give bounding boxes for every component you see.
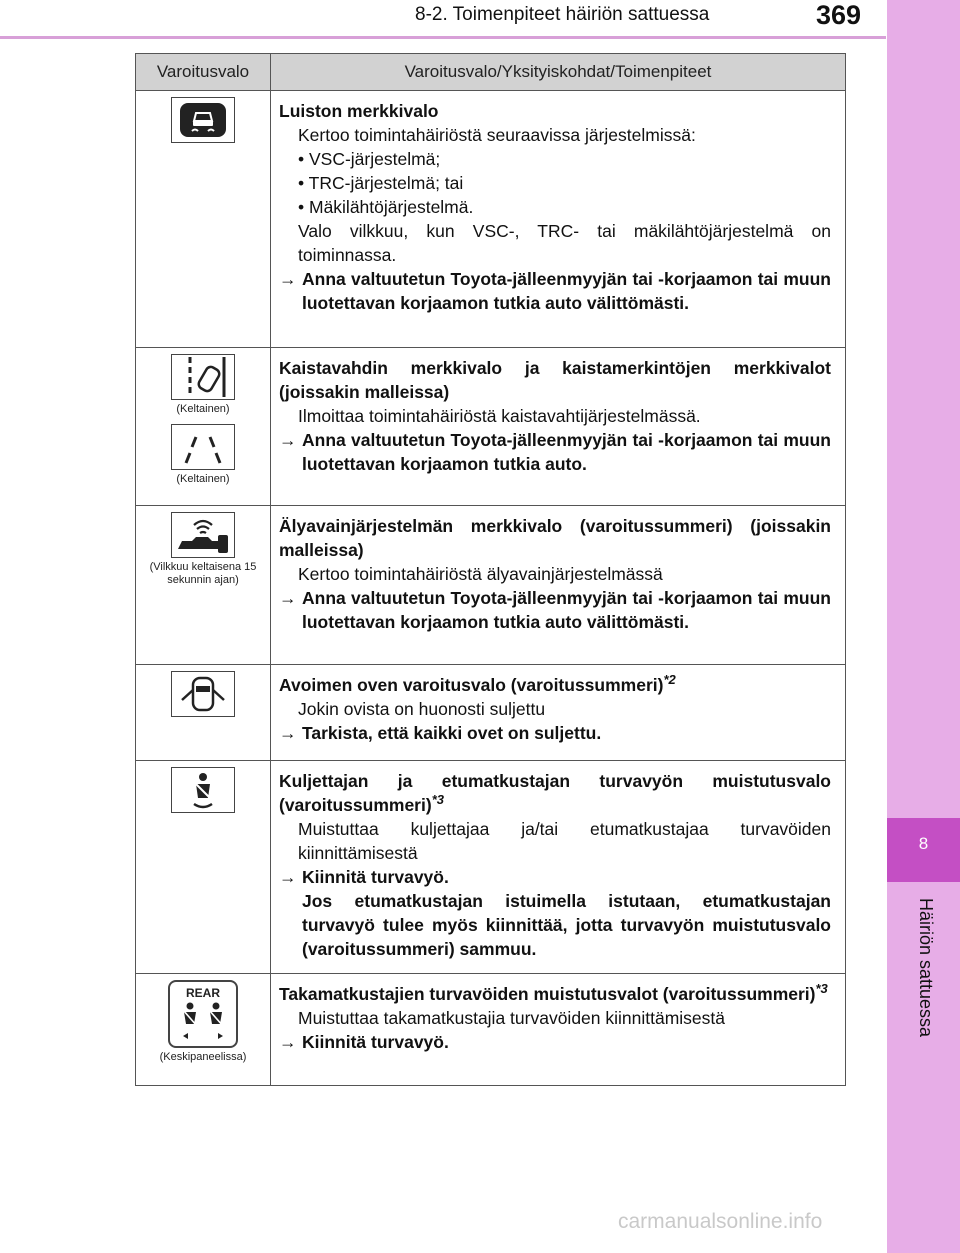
light-description: Muistuttaa kuljettajaa ja/tai etumatkustajaa turvavöiden kiinnittämisestä bbox=[298, 819, 831, 863]
lane-markings-icon bbox=[171, 424, 235, 470]
light-description: Jokin ovista on huonosti suljettu bbox=[298, 699, 546, 719]
light-note: Valo vilkkuu, kun VSC-, TRC- tai mäkilähtöjärjestelmä on toiminnassa. bbox=[298, 221, 831, 265]
action-text: Anna valtuutetun Toyota-jälleenmyyjän tai -korjaamon tai muun luotettavan korjaamon tutkia auto välittömästi. bbox=[302, 269, 831, 313]
details-cell bbox=[271, 348, 846, 506]
icon-cell bbox=[136, 974, 271, 1086]
header-divider bbox=[0, 36, 886, 39]
light-title: Luiston merkkivalo bbox=[279, 101, 439, 121]
light-title: Älyavainjärjestelmän merkkivalo (varoitussummeri) (joissakin malleissa) bbox=[279, 516, 831, 560]
icon-caption: (Keltainen) bbox=[176, 473, 230, 485]
column-header-light: Varoitusvalo bbox=[136, 54, 271, 91]
list-item: • Mäkilähtöjärjestelmä. bbox=[298, 197, 474, 217]
arrow-icon: → bbox=[279, 1032, 297, 1052]
seatbelt-reminder-icon bbox=[171, 767, 235, 813]
icon-cell bbox=[136, 91, 271, 348]
arrow-icon: → bbox=[279, 269, 297, 289]
action-instruction bbox=[279, 586, 831, 634]
action-text: Kiinnitä turvavyö. bbox=[302, 1032, 449, 1052]
light-title bbox=[279, 769, 831, 817]
arrow-icon: → bbox=[279, 588, 297, 608]
page-number: 369 bbox=[816, 0, 862, 30]
arrow-icon: → bbox=[279, 723, 297, 743]
light-title-text: Avoimen oven varoitusvalo (varoitussummeri) bbox=[279, 675, 664, 695]
light-title-text: Kuljettajan ja etumatkustajan turvavyön muistutusvalo (varoitussummeri) bbox=[279, 771, 831, 815]
details-cell bbox=[271, 506, 846, 665]
icon-cell bbox=[136, 761, 271, 974]
icon-cell bbox=[136, 506, 271, 665]
details-cell bbox=[271, 761, 846, 974]
light-description: Muistuttaa takamatkustajia turvavöiden kiinnittämisestä bbox=[298, 1008, 726, 1028]
warning-light-table bbox=[135, 53, 846, 1086]
icon-cell bbox=[136, 348, 271, 506]
rear-seatbelt-reminder-icon bbox=[168, 980, 238, 1048]
section-title: 8-2. Toimenpiteet häiriön sattuessa bbox=[415, 4, 710, 25]
table-row bbox=[136, 506, 846, 665]
list-item: • VSC-järjestelmä; bbox=[298, 149, 441, 169]
chapter-label: Häiriön sattuessa bbox=[916, 898, 936, 1038]
table-row bbox=[136, 974, 846, 1086]
action-text: Anna valtuutetun Toyota-jälleenmyyjän tai -korjaamon tai muun luotettavan korjaamon tutkia auto välittömästi. bbox=[302, 588, 831, 632]
table-row bbox=[136, 91, 846, 348]
open-door-icon bbox=[171, 671, 235, 717]
rear-label: REAR bbox=[185, 986, 221, 1000]
light-description: Kertoo toimintahäiriöstä älyavainjärjestelmässä bbox=[298, 564, 663, 584]
icon-cell bbox=[136, 665, 271, 761]
chapter-side-tab bbox=[887, 0, 960, 1253]
details-cell bbox=[271, 91, 846, 348]
footnote-ref: *2 bbox=[663, 672, 676, 688]
icon-caption: (Keltainen) bbox=[176, 403, 230, 415]
smart-key-icon bbox=[171, 512, 235, 558]
table-row bbox=[136, 348, 846, 506]
watermark: carmanualsonline.info bbox=[618, 1210, 823, 1233]
light-description: Ilmoittaa toimintahäiriöstä kaistavahtijärjestelmässä. bbox=[298, 406, 701, 426]
table-row bbox=[136, 761, 846, 974]
arrow-icon: → bbox=[279, 867, 297, 887]
list-item: • TRC-järjestelmä; tai bbox=[298, 173, 464, 193]
action-note: Jos etumatkustajan istuimella istutaan, etumatkustajan turvavyö tulee myös kiinnittää, jotta turvavyön muistutusvalo (varoitussummeri) sammuu. bbox=[302, 891, 831, 959]
light-title bbox=[279, 982, 831, 1006]
icon-caption: (Keskipaneelissa) bbox=[159, 1051, 247, 1063]
slip-indicator-icon bbox=[171, 97, 235, 143]
light-description: Kertoo toimintahäiriöstä seuraavissa järjestelmissä: bbox=[298, 125, 696, 145]
light-title bbox=[279, 673, 831, 697]
column-header-details: Varoitusvalo/Yksityiskohdat/Toimenpiteet bbox=[271, 54, 846, 91]
action-instruction bbox=[279, 267, 831, 315]
details-cell bbox=[271, 665, 846, 761]
action-text: Tarkista, että kaikki ovet on suljettu. bbox=[302, 723, 602, 743]
action-instruction bbox=[279, 865, 831, 889]
table-header-row bbox=[136, 54, 846, 91]
chapter-number: 8 bbox=[918, 834, 929, 853]
action-instruction bbox=[279, 428, 831, 476]
action-text: Kiinnitä turvavyö. bbox=[302, 867, 449, 887]
icon-caption: (Vilkkuu keltaisena 15 sekunnin ajan) bbox=[149, 561, 257, 586]
table-row bbox=[136, 665, 846, 761]
details-cell bbox=[271, 974, 846, 1086]
action-text: Anna valtuutetun Toyota-jälleenmyyjän tai -korjaamon tai muun luotettavan korjaamon tutkia auto. bbox=[302, 430, 831, 474]
arrow-icon: → bbox=[279, 430, 297, 450]
footnote-ref: *3 bbox=[431, 792, 444, 808]
lane-departure-icon bbox=[171, 354, 235, 400]
light-title: Kaistavahdin merkkivalo ja kaistamerkintöjen merkkivalot (joissakin malleissa) bbox=[279, 358, 831, 402]
light-title-text: Takamatkustajien turvavöiden muistutusvalot (varoitussummeri) bbox=[279, 984, 816, 1004]
action-instruction bbox=[279, 721, 831, 745]
action-instruction bbox=[279, 1030, 831, 1054]
footnote-ref: *3 bbox=[815, 981, 828, 997]
